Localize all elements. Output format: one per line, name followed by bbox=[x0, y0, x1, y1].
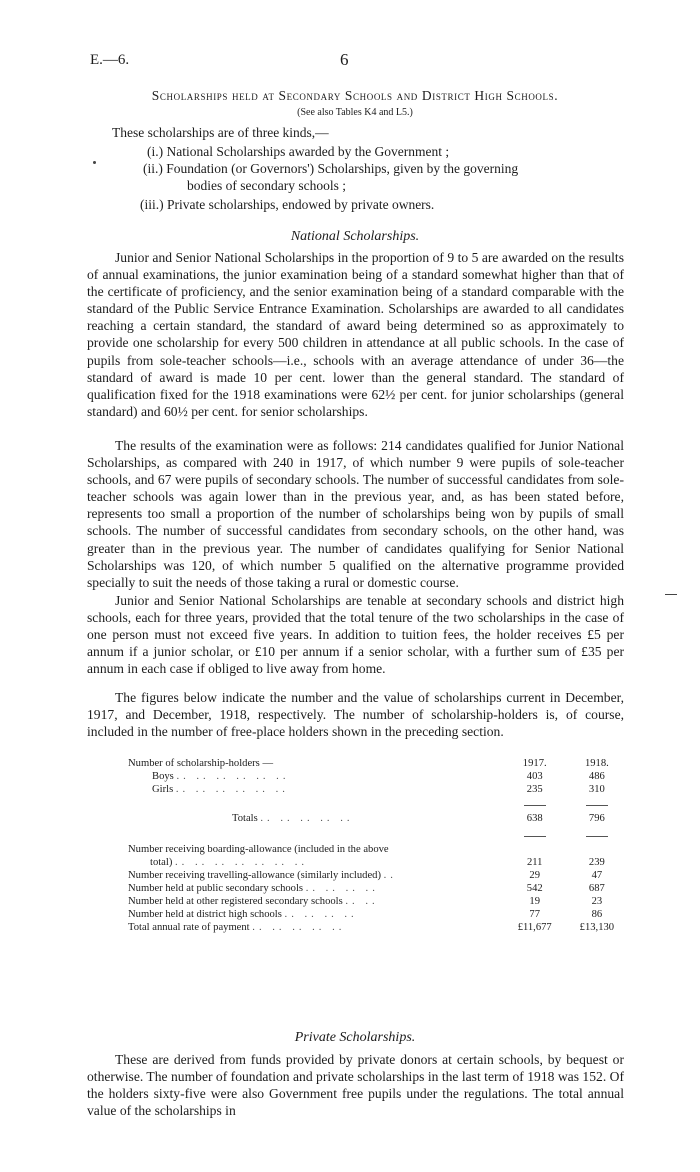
row-label: Girls bbox=[152, 784, 174, 795]
leader-dots: .. .. .. .. .. .. bbox=[176, 771, 290, 782]
kinds-intro: These scholarships are of three kinds,— bbox=[112, 125, 329, 140]
leader-dots: .. .. .. .. .. bbox=[252, 922, 346, 933]
paragraph-figures bbox=[87, 689, 624, 740]
paragraph-awards-text: Junior and Senior National Scholarships in the proportion of 9 to 5 are awarded on the results of annual examinations, the junior examination being of a standard somewhat higher than that of the certificate of proficiency, and the senior examination being of a standard comparable with the standard of the Public Service Entrance Examination. Scholarships are awarded to all candidates reaching a certain standard, the standard of award being determined so as approximately to provide one scholarship for every 500 children in attendance at all public schools. In the case of pupils from sole-teacher schools—i.e., schools with an average attendance of under 36—the standard of award is made 10 per cent. lower than the general standard. The standard of qualification fixed for the 1918 examinations were 62½ per cent. for junior scholarships (general standard) and 60½ per cent. for senior scholarships. bbox=[87, 250, 624, 419]
leader-dots: .. .. .. .. .. .. .. bbox=[175, 857, 308, 868]
cell-1917: 403 bbox=[526, 771, 543, 782]
paragraph-private-text: These are derived from funds provided by private donors at certain schools, by bequest or otherwise. The number of foundation and private scholarships in the last term of 1918 was 152. Of the holders sixty-five were also Government free pupils under the regulations. The total annual value of the scholarships in bbox=[87, 1052, 624, 1119]
cell-1917: 235 bbox=[526, 784, 543, 795]
cell-1918: 310 bbox=[588, 784, 605, 795]
see-also-note: (See also Tables K4 and L5.) bbox=[297, 107, 413, 118]
cell-1917: 542 bbox=[526, 883, 543, 894]
row-label: Number held at other registered secondary schools bbox=[128, 896, 343, 907]
cell-1917: 77 bbox=[529, 909, 541, 920]
table-row bbox=[128, 895, 628, 908]
cell-1917: 29 bbox=[529, 870, 541, 881]
year-1918-header: 1918. bbox=[584, 758, 609, 769]
leader-dots: .. .. .. .. .. bbox=[260, 813, 354, 824]
table-row bbox=[128, 770, 628, 783]
row-label: Number held at public secondary schools bbox=[128, 883, 304, 894]
paragraph-figures-text: The figures below indicate the number and the value of scholarships current in December, 1917, and December, 1918, respectively. The number of scholarship-holders is, of course, included in the number of free-place holders shown in the preceding section. bbox=[87, 690, 624, 740]
table-header-row bbox=[128, 757, 628, 770]
table-rule-row bbox=[128, 796, 628, 812]
paragraph-results bbox=[87, 437, 624, 591]
cell-1917: 19 bbox=[529, 896, 541, 907]
national-heading: National Scholarships. bbox=[290, 229, 420, 244]
sum-rule bbox=[524, 805, 546, 806]
page-number: 6 bbox=[340, 50, 349, 69]
kind-item-national: (i.) National Scholarships awarded by the Government ; bbox=[147, 144, 450, 159]
cell-1918: £13,130 bbox=[579, 922, 615, 933]
row-label: Total annual rate of payment bbox=[128, 922, 250, 933]
paragraph-tenure-text: Junior and Senior National Scholarships are tenable at secondary schools and district high schools, each for three years, provided that the total tenure of the two scholarships in the case of one person must not exceed five years. In addition to tuition fees, the holder receives £5 per annum if a junior scholar, or £10 per annum if a senior scholar, with a further sum of £35 per annum in each case if obliged to live away from home. bbox=[87, 593, 624, 677]
margin-mark bbox=[665, 594, 677, 595]
section-title: Scholarships held at Secondary Schools and District High Schools. bbox=[151, 88, 559, 103]
paragraph-awards bbox=[87, 249, 624, 420]
table-row bbox=[128, 856, 628, 869]
leader-dots: .. bbox=[383, 870, 397, 881]
leader-dots: .. .. .. .. bbox=[305, 883, 379, 894]
total-rule bbox=[524, 836, 546, 837]
cell-1918: 486 bbox=[588, 771, 605, 782]
table-row bbox=[128, 908, 628, 921]
kind-item-private: (iii.) Private scholarships, endowed by private owners. bbox=[140, 197, 435, 212]
kind-item-foundation-line2: bodies of secondary schools ; bbox=[187, 178, 346, 193]
row-label: Boys bbox=[152, 771, 174, 782]
table-row bbox=[128, 843, 628, 856]
row-label: Number held at district high schools bbox=[128, 909, 282, 920]
kind-item-foundation-line1: (ii.) Foundation (or Governors') Scholarships, given by the governing bbox=[143, 161, 519, 176]
series-code: E.—6. bbox=[90, 52, 130, 68]
sum-rule bbox=[586, 805, 608, 806]
cell-1917: 638 bbox=[526, 813, 543, 824]
table-row bbox=[128, 869, 628, 882]
leader-dots: .. .. .. .. .. .. bbox=[175, 784, 289, 795]
scholarship-table bbox=[128, 757, 628, 934]
kind-item-foundation bbox=[143, 160, 625, 194]
cell-1918: 687 bbox=[588, 883, 605, 894]
table-row bbox=[128, 882, 628, 895]
leader-dots: .. .. bbox=[345, 896, 379, 907]
margin-dot bbox=[93, 161, 96, 164]
leader-dots: .. .. .. .. bbox=[284, 909, 358, 920]
row-label: total) bbox=[150, 857, 173, 868]
row-label: Number receiving boarding-allowance (included in the above bbox=[128, 844, 389, 855]
cell-1918: 86 bbox=[591, 909, 603, 920]
cell-1918: 239 bbox=[588, 857, 605, 868]
table-rule-row bbox=[128, 825, 628, 843]
table-row bbox=[128, 921, 628, 934]
cell-1918: 796 bbox=[588, 813, 605, 824]
row-label: Totals bbox=[232, 813, 258, 824]
total-rule bbox=[586, 836, 608, 837]
cell-1917: 211 bbox=[526, 857, 543, 868]
table-caption: Number of scholarship-holders — bbox=[128, 758, 274, 769]
table-row bbox=[128, 783, 628, 796]
table-row-totals bbox=[128, 812, 628, 825]
paragraph-private bbox=[87, 1051, 624, 1119]
paragraph-results-text: The results of the examination were as follows: 214 candidates qualified for Junior National Scholarships, as compared with 240 in 1917, of which number 9 were pupils of sole-teacher schools, and 67 were pupils of secondary schools. The number of successful candidates from sole-teacher schools was again lower than in the previous year, and, as has been stated before, represents too small a proportion of the number of scholarships being won by pupils of small schools. The number of successful candidates from secondary schools, on the other hand, was greater than in the previous year. The number of candidates qualifying for Senior National Scholarships was 120, of which number 5 qualified on the alternative programme provided specially to suit the needs of those taking a rural or domestic course. bbox=[87, 438, 624, 590]
private-heading: Private Scholarships. bbox=[294, 1030, 416, 1045]
paragraph-tenure bbox=[87, 592, 624, 677]
cell-1918: 23 bbox=[591, 896, 603, 907]
cell-1918: 47 bbox=[591, 870, 603, 881]
year-1917-header: 1917. bbox=[522, 758, 547, 769]
cell-1917: £11,677 bbox=[517, 922, 552, 933]
row-label: Number receiving travelling-allowance (similarly included) bbox=[128, 870, 381, 881]
